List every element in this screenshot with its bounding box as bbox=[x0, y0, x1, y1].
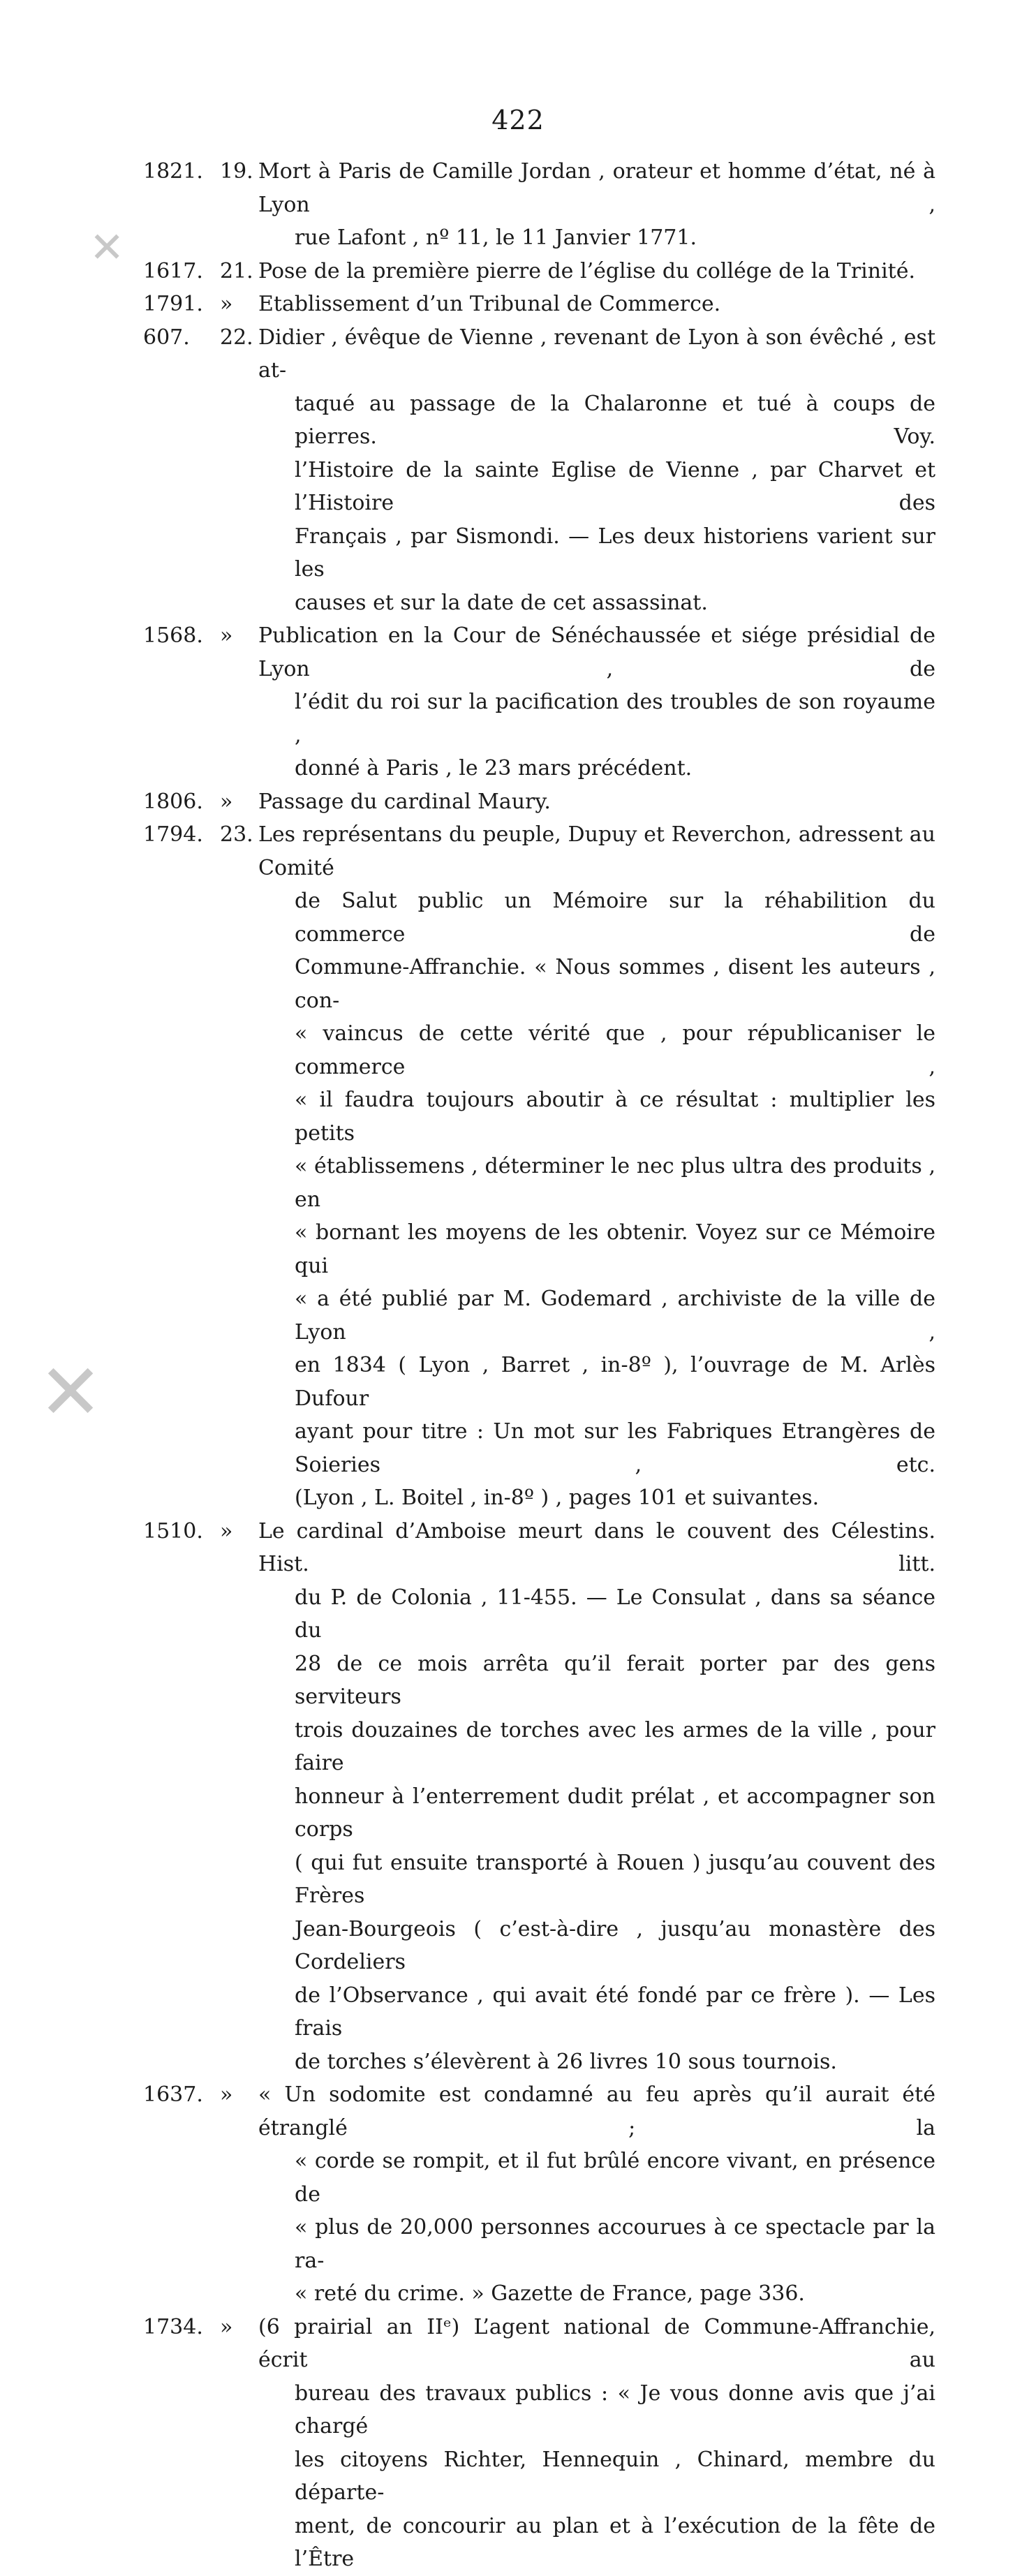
entry-year: 1821. bbox=[143, 159, 203, 184]
entry-year: 1734. bbox=[143, 2314, 203, 2339]
entry-day: 21. bbox=[220, 258, 253, 283]
margin-x-mark: ✕ bbox=[89, 223, 125, 272]
entry-line: (Lyon , L. Boitel , in-8º ) , pages 101 et suivantes. bbox=[295, 1486, 820, 1510]
entry-line: honneur à l’enterrement dudit prélat , et accompagner son corps bbox=[295, 1784, 935, 1842]
entry-line: Didier , évêque de Vienne , revenant de Lyon à son évêché , est at- bbox=[258, 325, 935, 383]
entry-line: ( qui fut ensuite transporté à Rouen ) jusqu’au couvent des Frères bbox=[295, 1850, 935, 1908]
entry-line: Publication en la Cour de Sénéchaussée et siége présidial de Lyon , de bbox=[258, 623, 935, 681]
entry-line: Le cardinal d’Amboise meurt dans le couvent des Célestins. Hist. litt. bbox=[258, 1518, 935, 1576]
entry-line: en 1834 ( Lyon , Barret , in-8º ), l’ouvrage de M. Arlès Dufour bbox=[295, 1353, 935, 1411]
entry-line: Français , par Sismondi. — Les deux historiens varient sur les bbox=[295, 524, 935, 582]
chronicle-entries bbox=[143, 155, 935, 2576]
chronicle-entry bbox=[143, 2078, 935, 2311]
entry-line: « établissemens , déterminer le nec plus ultra des produits , en bbox=[295, 1154, 935, 1212]
entry-day: » bbox=[220, 292, 233, 316]
entry-line: « bornant les moyens de les obtenir. Voyez sur ce Mémoire qui bbox=[295, 1220, 935, 1278]
entry-line: Mort à Paris de Camille Jordan , orateur et homme d’état, né à Lyon , bbox=[258, 159, 935, 217]
entry-line: Pose de la première pierre de l’église du collége de la Trinité. bbox=[258, 258, 916, 283]
entry-year: 1791. bbox=[143, 292, 203, 316]
entry-day: » bbox=[220, 2082, 233, 2107]
entry-line: bureau des travaux publics : « Je vous donne avis que j’ai chargé bbox=[295, 2381, 935, 2438]
entry-day: 22. bbox=[220, 325, 253, 350]
entry-day: 19. bbox=[220, 159, 253, 184]
entry-year: 1806. bbox=[143, 789, 203, 814]
entry-line: Etablissement d’un Tribunal de Commerce. bbox=[258, 292, 721, 316]
entry-day: 23. bbox=[220, 822, 253, 847]
entry-line: l’édit du roi sur la pacification des troubles de son royaume , bbox=[295, 690, 935, 748]
chronicle-entry bbox=[143, 818, 935, 1515]
chronicle-entry bbox=[143, 321, 935, 620]
entry-line: (6 prairial an IIᵉ) L’agent national de Commune-Affranchie, écrit au bbox=[258, 2314, 935, 2372]
entry-line: trois douzaines de torches avec les armes de la ville , pour faire bbox=[295, 1717, 935, 1775]
chronicle-entry bbox=[143, 619, 935, 785]
entry-line: l’Histoire de la sainte Eglise de Vienne , par Charvet et l’Histoire des bbox=[295, 457, 935, 515]
entry-year: 1510. bbox=[143, 1518, 203, 1544]
chronicle-entry bbox=[143, 155, 935, 255]
entry-year: 607. bbox=[143, 325, 190, 350]
entry-line: rue Lafont , nº 11, le 11 Janvier 1771. bbox=[295, 225, 697, 250]
entry-day: » bbox=[220, 623, 233, 648]
entry-line: 28 de ce mois arrêta qu’il ferait porter par des gens serviteurs bbox=[295, 1651, 935, 1709]
entry-line: Les représentans du peuple, Dupuy et Reverchon, adressent au Comité bbox=[258, 822, 935, 880]
entry-line: Passage du cardinal Maury. bbox=[258, 789, 551, 814]
entry-line: « Un sodomite est condamné au feu après qu’il aurait été étranglé ; la bbox=[258, 2082, 935, 2140]
entry-line: ayant pour titre : Un mot sur les Fabriques Etrangères de Soieries , etc. bbox=[295, 1419, 935, 1477]
entry-line: les citoyens Richter, Hennequin , Chinard, membre du départe- bbox=[295, 2447, 935, 2505]
entry-line: Commune-Affranchie. « Nous sommes , disent les auteurs , con- bbox=[295, 955, 935, 1013]
entry-line: donné à Paris , le 23 mars précédent. bbox=[295, 756, 693, 780]
entry-line: de Salut public un Mémoire sur la réhabilition du commerce de bbox=[295, 889, 935, 947]
entry-line: causes et sur la date de cet assassinat. bbox=[295, 590, 708, 615]
entry-day: » bbox=[220, 2314, 233, 2339]
entry-line: de torches s’élevèrent à 26 livres 10 sous tournois. bbox=[295, 2049, 837, 2074]
entry-line: ment, de concourir au plan et à l’exécution de la fête de l’Être bbox=[295, 2513, 935, 2571]
chronicle-entry bbox=[143, 785, 935, 819]
entry-year: 1637. bbox=[143, 2082, 203, 2107]
chronicle-entry bbox=[143, 288, 935, 321]
entry-line: « vaincus de cette vérité que , pour républicaniser le commerce , bbox=[295, 1021, 935, 1079]
entry-line: Jean-Bourgeois ( c’est-à-dire , jusqu’au monastère des Cordeliers bbox=[295, 1916, 935, 1974]
entry-line: « corde se rompit, et il fut brûlé encore vivant, en présence de bbox=[295, 2149, 935, 2207]
entry-day: » bbox=[220, 1518, 233, 1544]
margin-x-mark-lower: ✕ bbox=[38, 1347, 103, 1437]
entry-line: « reté du crime. » Gazette de France, page 336. bbox=[295, 2281, 805, 2306]
entry-line: « plus de 20,000 personnes accourues à ce spectacle par la ra- bbox=[295, 2215, 935, 2273]
entry-line: « a été publié par M. Godemard , archiviste de la ville de Lyon , bbox=[295, 1287, 935, 1345]
chronicle-entry bbox=[143, 1515, 935, 2079]
chronicle-entry bbox=[143, 255, 935, 288]
entry-line: de l’Observance , qui avait été fondé par ce frère ). — Les frais bbox=[295, 1983, 935, 2041]
entry-line: « il faudra toujours aboutir à ce résultat : multiplier les petits bbox=[295, 1088, 935, 1146]
entry-year: 1617. bbox=[143, 258, 203, 283]
entry-line: du P. de Colonia , 11-455. — Le Consulat , dans sa séance du bbox=[295, 1585, 935, 1643]
page-number: 422 bbox=[491, 105, 545, 135]
entry-year: 1794. bbox=[143, 822, 203, 847]
entry-day: » bbox=[220, 789, 233, 814]
entry-year: 1568. bbox=[143, 623, 203, 648]
chronicle-entry bbox=[143, 2311, 935, 2576]
entry-line: taqué au passage de la Chalaronne et tué à coups de pierres. Voy. bbox=[295, 391, 935, 449]
